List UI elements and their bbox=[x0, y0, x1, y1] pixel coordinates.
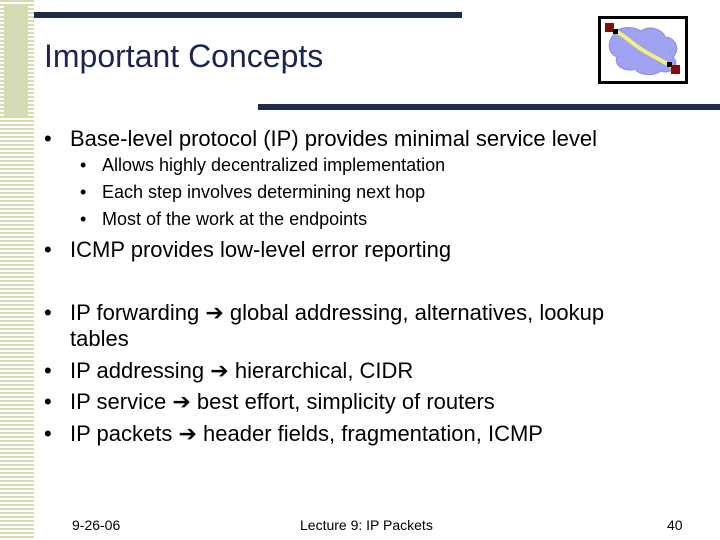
bullet-text bbox=[70, 389, 495, 415]
slide-title: Important Concepts bbox=[44, 38, 324, 74]
bullet-marker: • bbox=[44, 358, 52, 383]
bullet-lead: IP forwarding bbox=[70, 300, 200, 325]
bullet-marker: • bbox=[80, 155, 87, 175]
bullet-rest: best effort, simplicity of routers bbox=[196, 389, 495, 414]
bullet-text: Allows highly decentralized implementation bbox=[102, 155, 446, 175]
bullet-text: tables bbox=[70, 326, 129, 351]
arrow-icon: ➔ bbox=[205, 300, 224, 325]
bullet-marker: • bbox=[44, 126, 52, 151]
bullet-marker: • bbox=[80, 209, 87, 229]
bullet-text: ICMP provides low-level error reporting bbox=[70, 237, 452, 262]
bullet-marker: • bbox=[80, 182, 87, 202]
bullet-rest: global addressing, alternatives, lookup bbox=[229, 300, 605, 325]
arrow-icon: ➔ bbox=[172, 389, 191, 414]
network-cloud-icon bbox=[598, 16, 688, 84]
bullet-marker: • bbox=[44, 389, 52, 414]
title-underline-bar bbox=[258, 104, 720, 110]
left-block-decoration bbox=[4, 4, 28, 116]
bullet-text bbox=[70, 358, 413, 384]
bullet-rest: hierarchical, CIDR bbox=[234, 358, 414, 383]
arrow-icon: ➔ bbox=[178, 421, 197, 446]
footer-page-number: 40 bbox=[667, 517, 683, 533]
footer-lecture-title: Lecture 9: IP Packets bbox=[300, 517, 433, 533]
bullet-text bbox=[70, 300, 604, 326]
bullet-lead: IP addressing bbox=[70, 358, 205, 383]
bullet-lead: IP service bbox=[70, 389, 167, 414]
footer-date: 9-26-06 bbox=[72, 517, 121, 533]
bullet-text: Most of the work at the endpoints bbox=[102, 209, 368, 229]
bullet-marker: • bbox=[44, 421, 52, 446]
bullet-text bbox=[70, 421, 543, 447]
bullet-marker: • bbox=[44, 237, 52, 262]
bullet-marker: • bbox=[44, 300, 52, 325]
bullet-lead: IP packets bbox=[70, 421, 173, 446]
arrow-icon: ➔ bbox=[210, 358, 229, 383]
top-bar-decoration bbox=[34, 12, 462, 18]
bullet-text: Base-level protocol (IP) provides minimal service level bbox=[70, 126, 597, 151]
bullet-rest: header fields, fragmentation, ICMP bbox=[203, 421, 543, 446]
bullet-text: Each step involves determining next hop bbox=[102, 182, 426, 202]
